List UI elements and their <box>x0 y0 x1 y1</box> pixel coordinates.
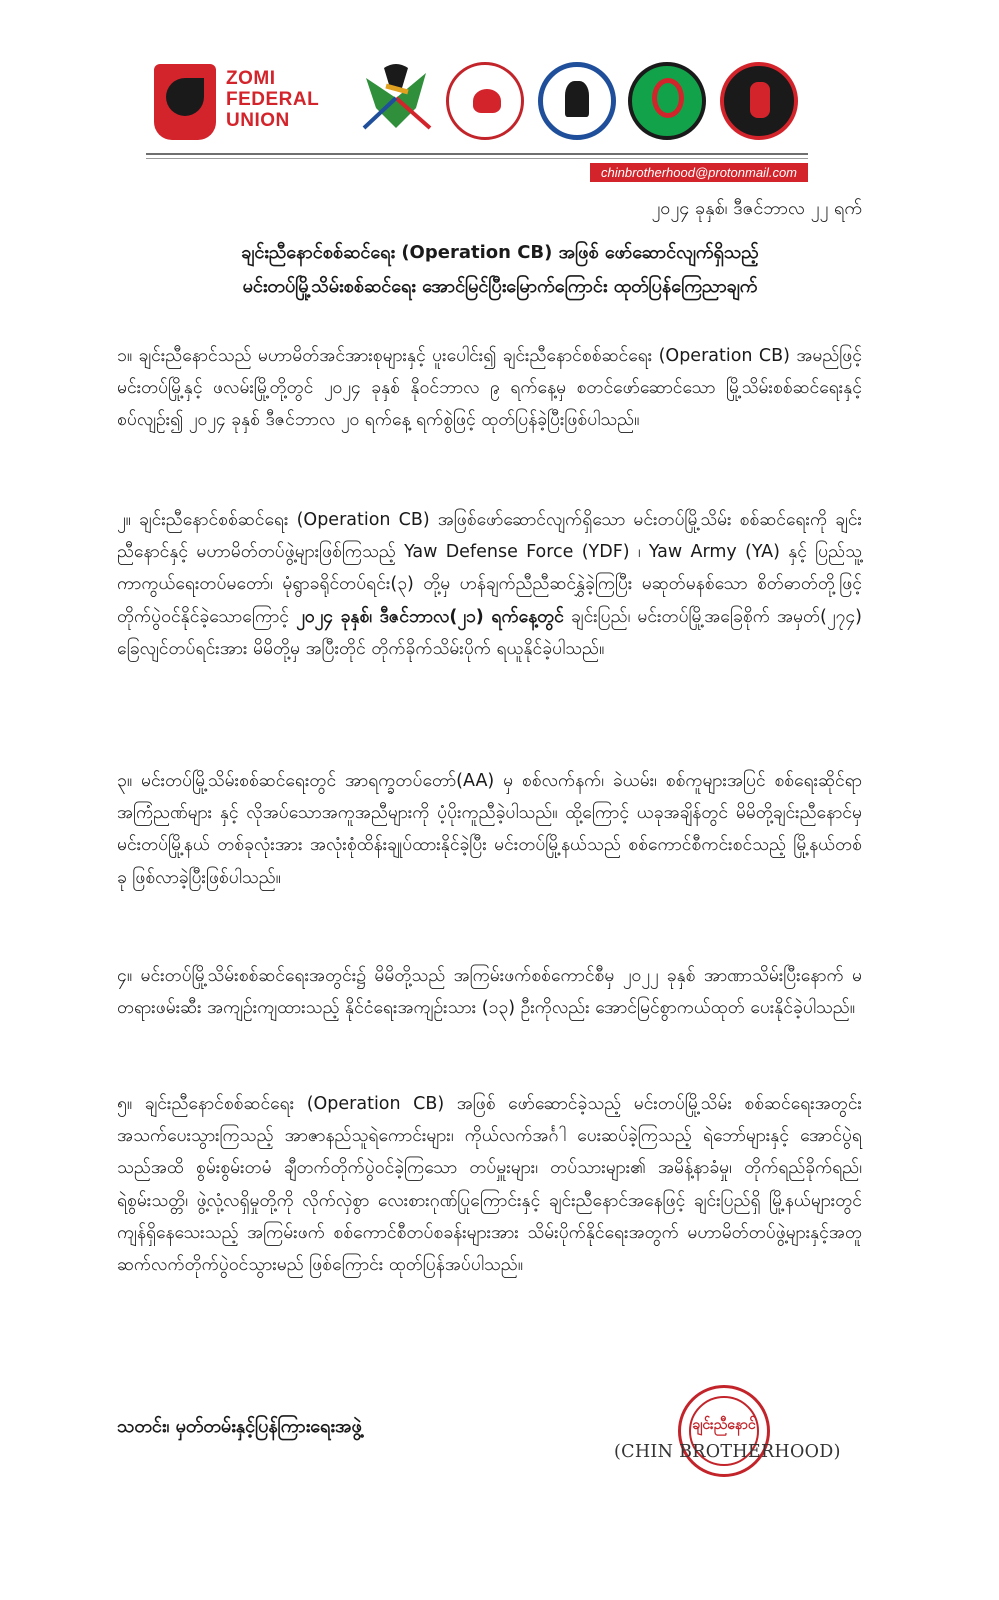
paragraph-2 <box>117 504 862 665</box>
stamp-text: ချင်းညီနောင် <box>692 1417 756 1433</box>
zfu-line-2: FEDERAL <box>226 89 320 110</box>
cno-emblem-icon <box>356 58 440 148</box>
chin-national-organization-logo <box>356 58 440 148</box>
paragraph-4: ၄။ မင်းတပ်မြို့သိမ်းစစ်ဆင်ရေးအတွင်း၌ မိမိတို့သည် အကြမ်းဖက်စစ်ကောင်စီမှ ၂၀၂၂ ခုနှစ် အာဏာသိမ်းပြီးနောက် မတရားဖမ်းဆီး အကျဉ်းကျထားသည့် နိုင်ငံရေးအကျဉ်းသား (၁၃) ဦးကိုလည်း အောင်မြင်စွာကယ်ထုတ် ပေးနိုင်ခဲ့ပါသည်။ <box>117 966 862 1019</box>
maraland-territorial-council-logo <box>538 62 616 140</box>
chin-brotherhood-signature: (CHIN BROTHERHOOD) <box>614 1442 841 1462</box>
chinland-defense-force-logo <box>720 62 798 140</box>
header-divider <box>146 153 808 155</box>
cdf-kanpetlet-logo <box>628 62 706 140</box>
statement-title-line-1: ချင်းညီနောင်စစ်ဆင်ရေး (Operation CB) အဖြစ် ဖော်ဆောင်လျက်ရှိသည့် <box>241 242 759 263</box>
contact-email: chinbrotherhood@protonmail.com <box>590 163 808 182</box>
paragraph-2-text: ၂။ ချင်းညီနောင်စစ်ဆင်ရေး (Operation CB) အဖြစ်ဖော်ဆောင်လျက်ရှိသော မင်းတပ်မြို့သိမ်း စစ်ဆင်ရေးကို ချင်းညီနောင်နှင့် မဟာမိတ်တပ်ဖွဲ့များဖြစ်ကြသည့် Yaw Defense Force (YDF) ၊ Yaw Army (YA) နှင့် ပြည်သူ့ကာကွယ်ရေးတပ်မတော်၊ မုံရွာခရိုင်တပ်ရင်း(၃) တို့မှ ဟန်ချက်ညီညီဆင်နွှဲခဲ့ကြပြီး မဆုတ်မနစ်သော စိတ်ဓာတ်တို့ဖြင့် တိုက်ပွဲဝင်နိုင်ခဲ့သောကြောင့် <box>117 510 862 627</box>
statement-title-line-2: မင်းတပ်မြို့သိမ်းစစ်ဆင်ရေး အောင်မြင်ပြီးမြောက်ကြောင်း ထုတ်ပြန်ကြေညာချက် <box>242 276 758 297</box>
paragraph-1: ၁။ ချင်းညီနောင်သည် မဟာမိတ်အင်အားစုများနှင့် ပူးပေါင်း၍ ချင်းညီနောင်စစ်ဆင်ရေး (Operation CB) အမည်ဖြင့် မင်းတပ်မြို့နှင့် ဖလမ်းမြို့တို့တွင် ၂၀၂၄ ခုနှစ် နိုဝင်ဘာလ ၉ ရက်နေ့မှ စတင်ဖော်ဆောင်သော မြို့သိမ်းစစ်ဆင်ရေးနှင့်စပ်လျဉ်း၍ ၂၀၂၄ ခုနှစ် ဒီဇင်ဘာလ ၂၀ ရက်နေ့ ရက်စွဲဖြင့် ထုတ်ပြန်ခဲ့ပြီးဖြစ်ပါသည်။ <box>117 346 862 431</box>
zfu-line-1: ZOMI <box>226 68 276 89</box>
paragraph-2-date-highlight: ၂၀၂၄ ခုနှစ်၊ ဒီဇင်ဘာလ(၂၁) ရက်နေ့တွင် <box>296 606 564 627</box>
paragraph-2-text-end: ချင်းပြည်၊ မင်းတပ်မြို့အခြေစိုက် အမှတ်(၂၇၄) ခြေလျင်တပ်ရင်းအား မိမိတို့မှ အပြီးတိုင် တိုက်ခိုက်သိမ်းပိုက် ရယူနိုင်ခဲ့ပါသည်။ <box>117 606 862 659</box>
paragraph-5: ၅။ ချင်းညီနောင်စစ်ဆင်ရေး (Operation CB) အဖြစ် ဖော်ဆောင်ခဲ့သည့် မင်းတပ်မြို့သိမ်း စစ်ဆင်ရေးအတွင်း အသက်ပေးသွားကြသည့် အာဇာနည်သူရဲကောင်းများ၊ ကိုယ်လက်အင်္ဂါ ပေးဆပ်ခဲ့ကြသည့် ရဲဘော်များနှင့် အောင်ပွဲရသည်အထိ စွမ်းစွမ်းတမံ ချီတက်တိုက်ပွဲဝင်ခဲ့ကြသော တပ်မှူးများ၊ တပ်သားများ၏ အမိန့်နာခံမှု၊ တိုက်ရည်ခိုက်ရည်၊ ရဲစွမ်းသတ္တိ၊ ဖွဲ့လုံ့လရှိမှုတို့ကို လိုက်လှဲစွာ လေးစားဂုဏ်ပြုကြောင်းနှင့် ချင်းညီနောင်အနေဖြင့် ချင်းပြည်ရှိ မြို့နယ်များတွင် ကျန်ရှိနေသေးသည့် အကြမ်းဖက် စစ်ကောင်စီတပ်စခန်းများအား သိမ်းပိုက်နိုင်ရေးအတွက် မဟာမိတ်တပ်ဖွဲ့များနှင့်အတူ ဆက်လက်တိုက်ပွဲဝင်သွားမည် ဖြစ်ကြောင်း ထုတ်ပြန်အပ်ပါသည်။ <box>117 1094 862 1276</box>
hornbill-icon <box>154 64 216 140</box>
federal-seal-logo <box>446 62 524 140</box>
statement-date: ၂၀၂၄ ခုနှစ်၊ ဒီဇင်ဘာလ ၂၂ ရက် <box>651 198 862 219</box>
paragraph-3: ၃။ မင်းတပ်မြို့သိမ်းစစ်ဆင်ရေးတွင် အာရက္ခတပ်တော်(AA) မှ စစ်လက်နက်၊ ခဲယမ်း၊ စစ်ကူများအပြင် စစ်ရေးဆိုင်ရာအကြံညဏ်များ နှင့် လိုအပ်သောအကူအညီများကို ပံ့ပိုးကူညီခဲ့ပါသည်။ ထို့ကြောင့် ယခုအချိန်တွင် မိမိတို့ချင်းညီနောင်မှ မင်းတပ်မြို့နယ် တစ်ခုလုံးအား အလုံးစုံထိန်းချုပ်ထားနိုင်ခဲ့ပြီး မင်းတပ်မြို့နယ်သည် စစ်ကောင်စီကင်းစင်သည့် မြို့နယ်တစ်ခု ဖြစ်လာခဲ့ပြီးဖြစ်ပါသည်။ <box>117 771 862 888</box>
chin-brotherhood-stamp <box>678 1385 770 1477</box>
issuing-department: သတင်း၊ မှတ်တမ်းနှင့်ပြန်ကြားရေးအဖွဲ့ <box>117 1416 362 1437</box>
zfu-line-3: UNION <box>226 110 290 131</box>
header-divider-thin <box>146 158 808 159</box>
logo-header <box>148 52 828 152</box>
zomi-federal-union-logo <box>154 64 354 144</box>
